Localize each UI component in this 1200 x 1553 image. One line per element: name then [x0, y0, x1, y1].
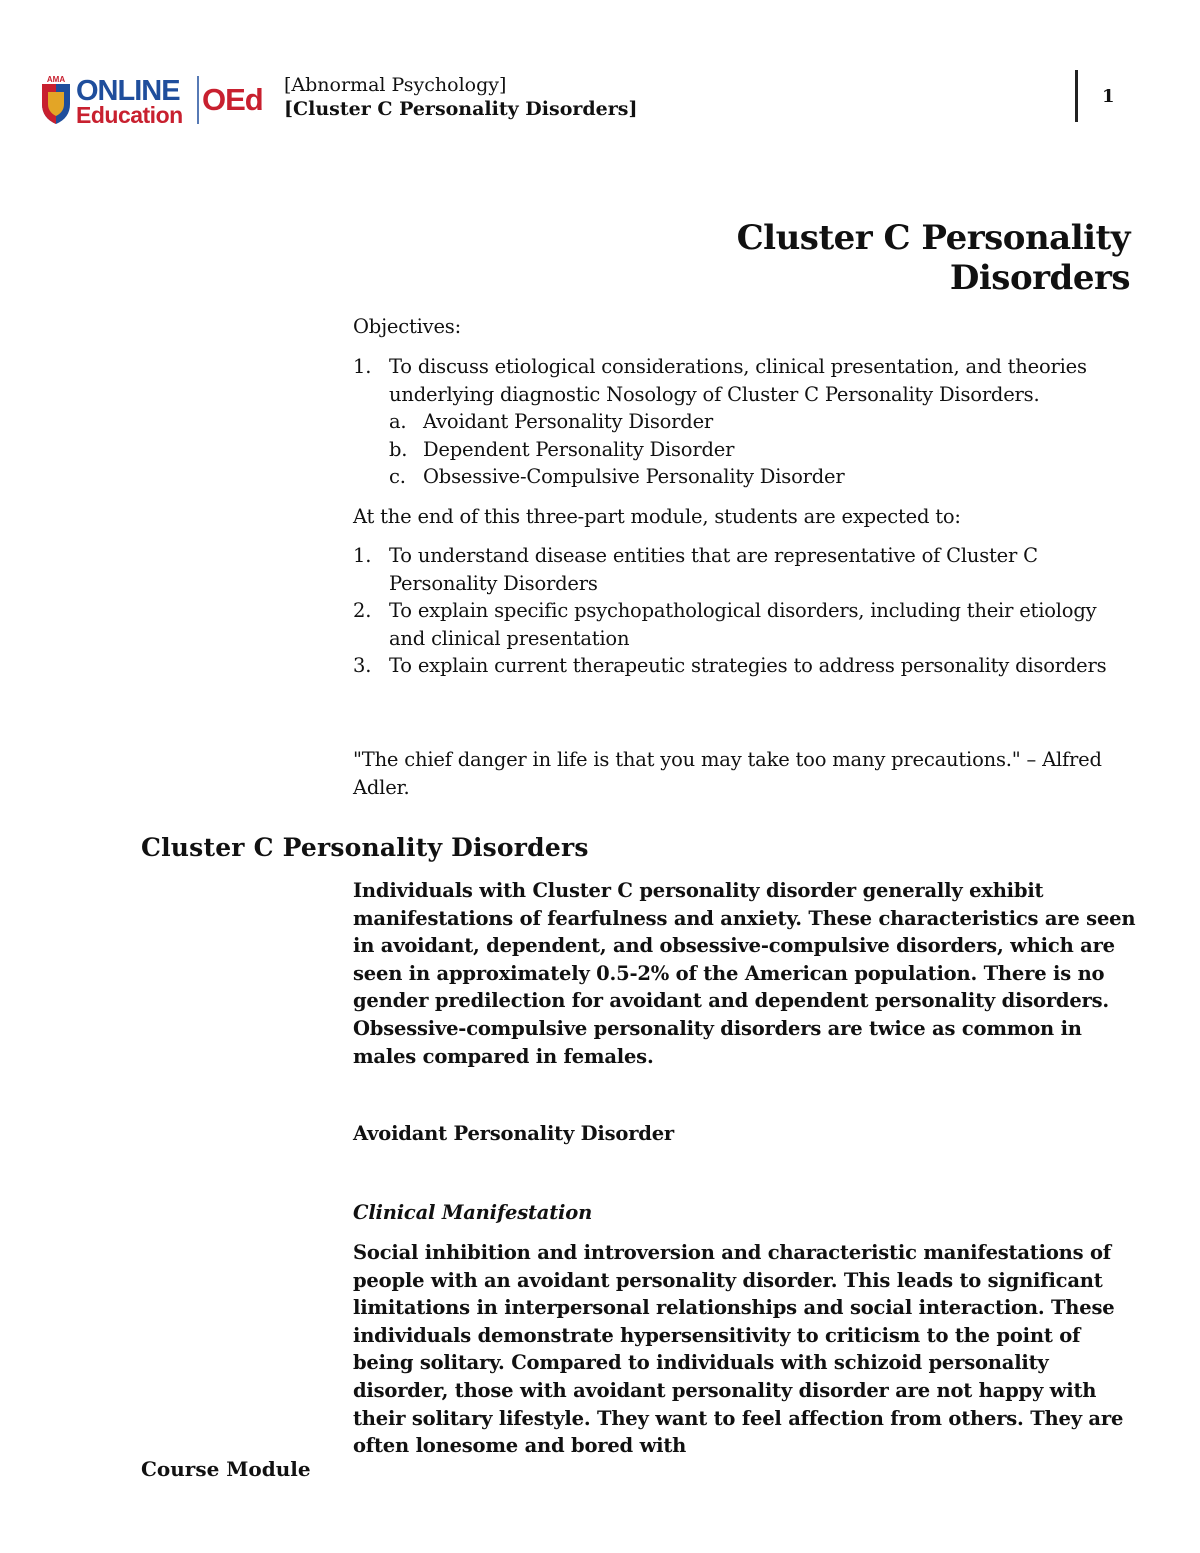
header-course: [Abnormal Psychology] — [284, 74, 507, 96]
outcome-text: To explain specific psychopathological disorders, including their etiology and clinical presentation — [389, 599, 1097, 650]
subitem-letter: b. — [389, 437, 408, 461]
subsubsection-heading: Clinical Manifestation — [353, 1201, 593, 1224]
logo-graphic — [38, 70, 273, 126]
objective-subitem — [389, 463, 1138, 491]
online-education-logo — [38, 70, 273, 126]
running-header — [284, 73, 637, 121]
outcome-number: 1. — [353, 544, 372, 567]
expected-outcomes-list — [353, 542, 1138, 680]
clinical-manifestation-paragraph: Social inhibition and introversion and characteristic manifestations of people with an avoidant personality disorder. This leads to significant limitations in interpersonal relationships and social interaction. These individuals demonstrate hypersensitivity to criticism to the point of being solitary. Compared to individuals with schizoid personality disorder, those with avoidant personality disorder are not happy with their solitary lifestyle. They want to feel affection from others. They are often lonesome and bored with — [353, 1241, 1124, 1458]
objective-subitem — [389, 408, 1138, 436]
header-topic: [Cluster C Personality Disorders] — [284, 98, 638, 120]
logo-online-text: ONLINE — [76, 75, 180, 107]
subsection-heading: Avoidant Personality Disorder — [353, 1122, 674, 1145]
page-number-divider — [1075, 70, 1078, 122]
logo-oed-text: OEd — [202, 82, 263, 117]
subitem-text: Obsessive-Compulsive Personality Disorder — [423, 465, 845, 489]
objectives-list — [353, 353, 1138, 491]
objectives-label: Objectives: — [353, 315, 461, 338]
logo-education-text: Education — [76, 102, 183, 126]
adler-quote: "The chief danger in life is that you may take too many precautions." – Alfred Adler. — [353, 748, 1102, 799]
objective-text: To discuss etiological considerations, clinical presentation, and theories underlying diagnostic Nosology of Cluster C Personality Disorders. — [389, 355, 1087, 406]
ama-logo-text: AMA — [46, 75, 66, 84]
outcome-number: 3. — [353, 654, 372, 678]
subitem-text: Avoidant Personality Disorder — [423, 410, 714, 434]
subitem-letter: a. — [389, 410, 407, 434]
section-paragraph: Individuals with Cluster C personality disorder generally exhibit manifestations of fearfulness and anxiety. These characteristics are seen in avoidant, dependent, and obsessive-compulsive disorders, which are seen in approximately 0.5-2% of the American population. There is no gender predilection for avoidant and dependent personality disorders. Obsessive-compulsive personality disorders are twice as common in males compared in females. — [353, 879, 1136, 1068]
subitem-letter: c. — [389, 465, 406, 489]
expected-label: At the end of this three-part module, students are expected to: — [353, 505, 961, 528]
section-heading: Cluster C Personality Disorders — [141, 833, 589, 862]
objective-item — [353, 353, 1138, 491]
footer-course-module: Course Module — [141, 1457, 311, 1481]
subitem-text: Dependent Personality Disorder — [423, 437, 735, 461]
objective-subitem — [389, 436, 1138, 464]
page-number: 1 — [1102, 86, 1115, 107]
objective-number: 1. — [353, 355, 372, 378]
document-title: Cluster C Personality Disorders — [736, 218, 1130, 298]
outcome-text: To explain current therapeutic strategies to address personality disorders — [389, 654, 1107, 678]
outcome-text: To understand disease entities that are representative of Cluster C Personality Disorders — [389, 544, 1038, 595]
outcome-item — [353, 542, 1138, 597]
outcome-item — [353, 652, 1138, 680]
outcome-item — [353, 597, 1138, 652]
outcome-number: 2. — [353, 599, 372, 623]
